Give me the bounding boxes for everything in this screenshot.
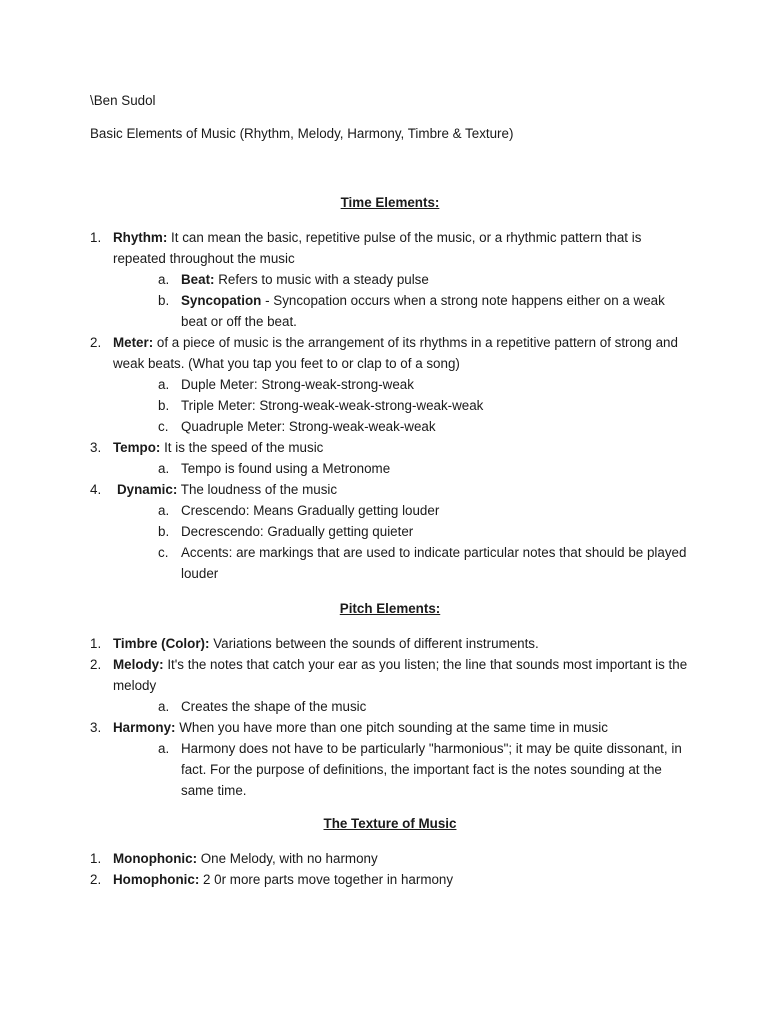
section-title: Time Elements: xyxy=(340,195,440,210)
list-item xyxy=(90,332,690,437)
sub-item xyxy=(113,395,690,416)
item-term: Homophonic: xyxy=(113,872,200,887)
item-term: Monophonic: xyxy=(113,851,198,866)
sub-list xyxy=(113,374,690,437)
section-pitch-elements xyxy=(90,598,690,801)
item-list xyxy=(90,227,690,584)
item-list xyxy=(90,633,690,801)
sub-item-text: Accents: are markings that are used to indicate particular notes that should be played louder xyxy=(181,545,687,581)
sub-list xyxy=(113,738,690,801)
sub-item xyxy=(113,521,690,542)
sub-item xyxy=(113,696,690,717)
section-time-elements xyxy=(90,192,690,584)
sub-item-text: Creates the shape of the music xyxy=(181,699,367,714)
sub-item-term: Beat: xyxy=(181,272,215,287)
sub-item xyxy=(113,374,690,395)
sub-item xyxy=(113,500,690,521)
item-text: The loudness of the music xyxy=(177,482,338,497)
item-text: 2 0r more parts move together in harmony xyxy=(199,872,454,887)
sub-list xyxy=(113,696,690,717)
sub-item xyxy=(113,416,690,437)
sub-item-letter: a. xyxy=(158,503,170,518)
sub-item xyxy=(113,269,690,290)
item-number: 2. xyxy=(90,657,102,672)
item-text: of a piece of music is the arrangement of its rhythms in a repetitive pattern of strong and weak beats. (What you tap you feet to or clap to of a song) xyxy=(113,335,678,371)
sub-item-text: Duple Meter: Strong-weak-strong-weak xyxy=(181,377,414,392)
sub-item-text: Tempo is found using a Metronome xyxy=(181,461,391,476)
sub-item-letter: a. xyxy=(158,741,170,756)
item-number: 1. xyxy=(90,636,102,651)
sub-item-term: Syncopation xyxy=(181,293,262,308)
sub-item-text: Decrescendo: Gradually getting quieter xyxy=(181,524,414,539)
item-text: It is the speed of the music xyxy=(160,440,324,455)
sub-item-letter: b. xyxy=(158,398,170,413)
item-text: It's the notes that catch your ear as you listen; the line that sounds most important is the melody xyxy=(113,657,688,693)
document-subtitle: Basic Elements of Music (Rhythm, Melody, Harmony, Timbre & Texture) xyxy=(90,126,514,141)
sub-list xyxy=(113,269,690,332)
sub-list xyxy=(113,458,690,479)
list-item xyxy=(90,437,690,479)
list-item xyxy=(90,654,690,717)
item-content xyxy=(113,851,378,866)
list-item xyxy=(90,479,690,584)
sub-item-text: Crescendo: Means Gradually getting louder xyxy=(181,503,440,518)
section-texture xyxy=(90,813,690,890)
list-item xyxy=(90,227,690,332)
list-item xyxy=(90,869,690,890)
item-term: Tempo: xyxy=(113,440,161,455)
item-term: Meter: xyxy=(113,335,154,350)
sub-item-text: Harmony does not have to be particularly "harmonious"; it may be quite dissonant, in fact. For the purpose of definitions, the important fact is the notes sounding at the same time. xyxy=(181,741,682,798)
sub-item xyxy=(113,290,690,332)
sub-item-letter: c. xyxy=(158,419,169,434)
item-number: 2. xyxy=(90,335,102,350)
item-content xyxy=(113,657,687,693)
item-text: Variations between the sounds of different instruments. xyxy=(209,636,539,651)
item-content xyxy=(113,335,678,371)
sub-item-letter: a. xyxy=(158,377,170,392)
item-term: Dynamic: xyxy=(117,482,178,497)
item-number: 2. xyxy=(90,872,102,887)
item-content xyxy=(113,440,323,455)
item-term: Timbre (Color): xyxy=(113,636,210,651)
sub-item-text: Triple Meter: Strong-weak-weak-strong-weak-weak xyxy=(181,398,484,413)
item-number: 3. xyxy=(90,720,102,735)
item-text: One Melody, with no harmony xyxy=(197,851,378,866)
sub-item-letter: c. xyxy=(158,545,169,560)
sub-item-letter: a. xyxy=(158,461,170,476)
sub-item-letter: b. xyxy=(158,524,170,539)
item-content xyxy=(113,636,539,651)
item-content xyxy=(113,872,453,887)
list-item xyxy=(90,848,690,869)
item-number: 4. xyxy=(90,482,102,497)
section-title: Pitch Elements: xyxy=(339,601,441,616)
sub-item-letter: b. xyxy=(158,293,170,308)
sub-item-text: Quadruple Meter: Strong-weak-weak-weak xyxy=(181,419,436,434)
list-item xyxy=(90,633,690,654)
item-text: It can mean the basic, repetitive pulse of the music, or a rhythmic pattern that is repeated throughout the music xyxy=(113,230,642,266)
list-item xyxy=(90,717,690,801)
sub-list xyxy=(113,500,690,584)
sub-item-text: - Syncopation occurs when a strong note happens either on a weak beat or off the beat. xyxy=(181,293,665,329)
item-term: Melody: xyxy=(113,657,164,672)
item-number: 3. xyxy=(90,440,102,455)
item-content xyxy=(113,482,337,497)
sub-item xyxy=(113,542,690,584)
sub-item xyxy=(113,458,690,479)
item-term: Rhythm: xyxy=(113,230,168,245)
sub-item xyxy=(113,738,690,801)
sub-item-letter: a. xyxy=(158,699,170,714)
section-title: The Texture of Music xyxy=(323,816,457,831)
author-name: \Ben Sudol xyxy=(90,93,156,108)
item-number: 1. xyxy=(90,230,102,245)
sub-item-text: Refers to music with a steady pulse xyxy=(214,272,429,287)
item-content xyxy=(113,230,641,266)
item-term: Harmony: xyxy=(113,720,176,735)
item-text: When you have more than one pitch sounding at the same time in music xyxy=(175,720,608,735)
item-list xyxy=(90,848,690,890)
sub-item-letter: a. xyxy=(158,272,170,287)
item-content xyxy=(113,720,608,735)
item-number: 1. xyxy=(90,851,102,866)
